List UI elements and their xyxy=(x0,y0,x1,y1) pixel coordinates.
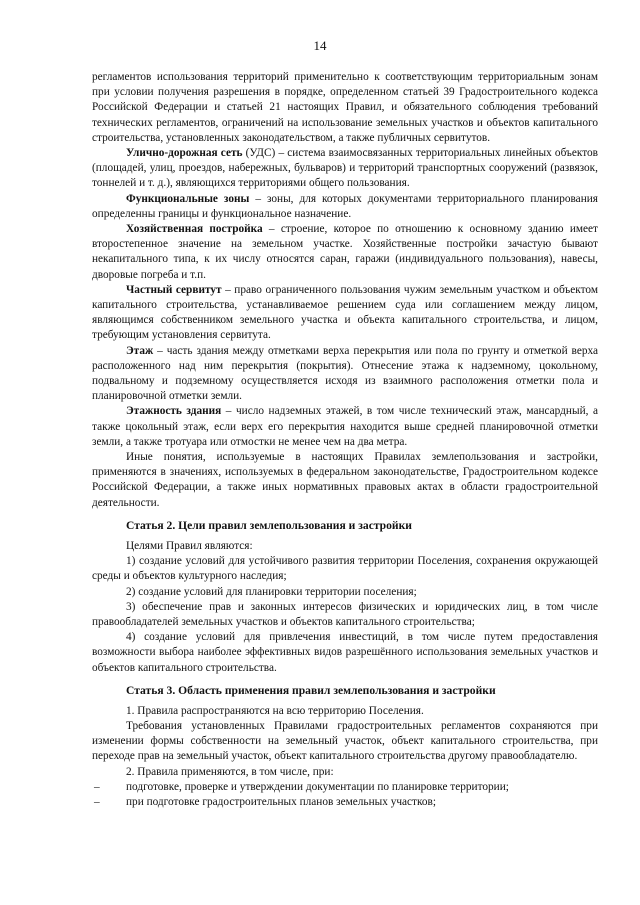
dash-bullet: – xyxy=(94,780,100,793)
definition-floor xyxy=(92,344,598,405)
definition-term: Улично-дорожная сеть xyxy=(126,147,243,160)
article-3-paragraph-3: 2. Правила применяются, в том числе, при: xyxy=(126,765,334,778)
definition-text: (УДС) – система взаимосвязанных территориальных линейных объектов (площадей, улиц, проездов, набережных, бульваров) и территорий транспортных сооружений (развязок, тоннелей и т. д.), являющихся территориями общего пользования. xyxy=(92,147,598,190)
page-number: 14 xyxy=(313,38,327,53)
article-2-heading: Статья 2. Цели правил землепользования и застройки xyxy=(126,518,412,532)
definition-uds xyxy=(92,146,598,192)
closing-paragraph: Иные понятия, используемые в настоящих Правилах землепользования и застройки, применяются в значениях, используемых в федеральном законодательстве, Градостроительном кодексе Российской Федерации, а также иных нормативных правовых актах в области градостроительной деятельности. xyxy=(92,451,598,509)
article-2-item: 2) создание условий для планировки территории поселения; xyxy=(126,585,417,598)
definition-term: Функциональные зоны xyxy=(126,192,250,205)
definition-text: – строение, которое по отношению к основному зданию имеет второстепенное значение на земельном участке. Хозяйственные постройки зачастую бывают некапитального типа, к их числу относятся саран, гаражи (индивидуального пользования), навесы, дворовые погреба и т.п. xyxy=(92,223,598,281)
dash-bullet: – xyxy=(94,795,100,808)
definition-private-easement xyxy=(92,283,598,344)
article-3-bullet-list xyxy=(92,780,598,810)
list-item xyxy=(92,780,598,795)
article-2-item: 1) создание условий для устойчивого развития территории Поселения, сохранения окружающей среды и объектов культурного наследия; xyxy=(92,555,598,583)
article-2-lead: Целями Правил являются: xyxy=(126,539,253,552)
definition-storeys xyxy=(92,404,598,450)
article-3-paragraph-2: Требования установленных Правилами градостроительных регламентов сохраняются при изменении формы собственности на земельный участок, объект капитального строительства, при переходе прав на земельный участок, объект капитального строительства другому правообладателю. xyxy=(92,719,598,763)
definition-text: – зоны, для которых документами территориального планирования определенны границы и функциональное назначение. xyxy=(92,192,598,220)
definition-outbuilding xyxy=(92,222,598,283)
list-item xyxy=(92,795,598,810)
definition-term: Хозяйственная постройка xyxy=(126,223,263,236)
definition-term: Этажность здания xyxy=(126,405,222,418)
definition-functional-zones xyxy=(92,192,598,222)
definition-term: Этаж xyxy=(126,344,154,357)
article-3-paragraph-1: 1. Правила распространяются на всю территорию Поселения. xyxy=(126,704,424,717)
list-item-text: подготовке, проверке и утверждении документации по планировке территории; xyxy=(126,780,509,793)
article-2-item: 3) обеспечение прав и законных интересов физических и юридических лиц, в том числе правообладателей земельных участков и объектов капитального строительства; xyxy=(92,600,598,628)
list-item-text: при подготовке градостроительных планов земельных участков; xyxy=(126,795,437,808)
page-content xyxy=(92,70,598,810)
definition-text: – часть здания между отметками верха перекрытия или пола по грунту и отметкой верха расположенного над ним перекрытия (покрытия). Отнесение этажа к надземному, цокольному, подвальному и подземному осуществляется исходя из взаимного расположения отметки пола и планировочной отметки земли. xyxy=(92,344,598,403)
article-3-heading: Статья 3. Область применения правил землепользования и застройки xyxy=(126,683,496,697)
definition-term: Частный сервитут xyxy=(126,283,222,296)
definition-text: – число надземных этажей, в том числе технический этаж, мансардный, а также цокольный этаж, если верх его перекрытия находится выше средней планировочной отметки земли, а также тротуара или отмостки не менее чем на два метра. xyxy=(92,405,598,448)
definition-text: – право ограниченного пользования чужим земельным участком и объектом капитального строительства, устанавливаемое решением суда или соглашением между лицом, являющимся собственником земельного участка и объекта капитального строительства, и лицом, требующим установления сервитута. xyxy=(92,283,598,342)
article-2-item: 4) создание условий для привлечения инвестиций, в том числе путем предоставления возможности выбора наиболее эффективных видов разрешённого использования земельных участков и объектов капитального строительства. xyxy=(92,631,598,674)
intro-paragraph: регламентов использования территорий применительно к соответствующим территориальным зонам при условии получения разрешения в порядке, определенном статьей 39 Градостроительного кодекса Российской Федерации и статьей 21 настоящих Правил, и обязательного соблюдения требований технических регламентов, ограничений на использование земельных участков и объектов капитального строительства, установленных законодательством, а также публичных сервитутов. xyxy=(92,71,598,144)
